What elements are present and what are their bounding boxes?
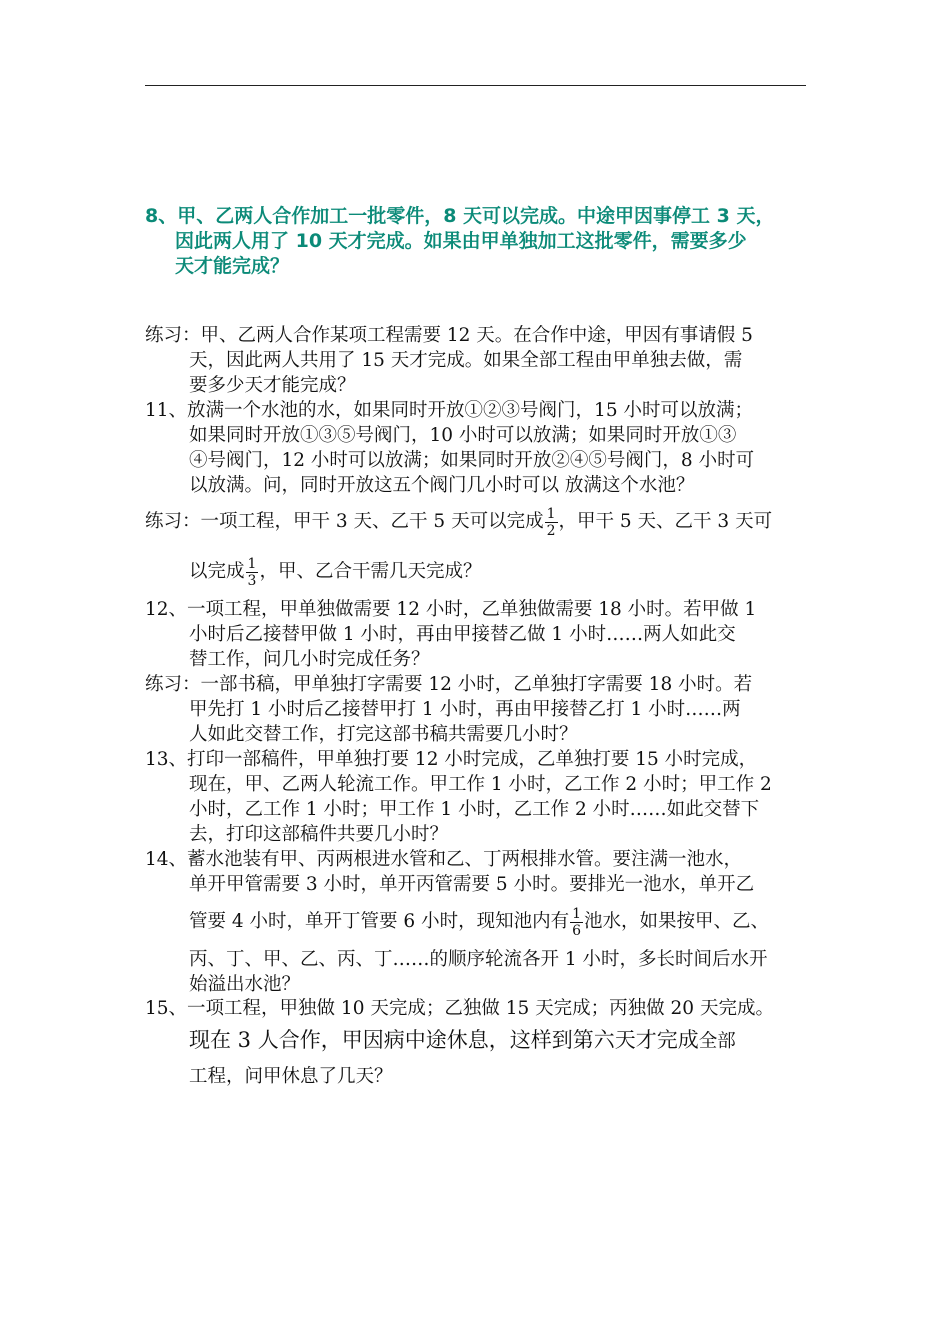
q14-text-3b: 池水，如果按甲、乙、 — [584, 911, 770, 932]
fraction-denominator: 3 — [247, 572, 257, 589]
p2-text-1b: ，甲干 5 天、乙干 3 天可 — [558, 511, 773, 532]
q15-text-2b: 全部 — [698, 1031, 736, 1052]
q11-line-3: ④号阀门，12 小时可以放满；如果同时开放②④⑤号阀门，8 小时可 — [189, 450, 755, 471]
q13-line-1: 13、打印一部稿件，甲单独打要 12 小时完成，乙单独打要 15 小时完成， — [145, 749, 758, 770]
p2-text-1a: 练习：一项工程，甲干 3 天、乙干 5 天可以完成 — [145, 511, 544, 532]
practice-3 — [145, 672, 815, 747]
q8-line-3: 天才能完成？ — [175, 255, 290, 277]
p2-line-2 — [145, 547, 815, 597]
question-14 — [145, 847, 815, 997]
p1-line-2: 天，因此两人共用了 15 天才完成。如果全部工程由甲单独去做，需 — [189, 350, 743, 371]
q8-line-2: 因此两人用了 10 天才完成。如果由甲单独加工这批零件，需要多少 — [175, 230, 747, 252]
fraction-one-sixth — [570, 906, 583, 939]
fraction-numerator: 1 — [546, 505, 556, 522]
question-15 — [145, 996, 815, 1095]
q12-line-3: 替工作，问几小时完成任务？ — [189, 649, 430, 670]
fraction-numerator: 1 — [247, 555, 257, 572]
q15-text-2a: 现在 3 人合作，甲因病中途休息，这样到第六天才完成 — [189, 1028, 699, 1052]
question-13 — [145, 747, 815, 847]
question-11 — [145, 398, 815, 498]
fraction-numerator: 1 — [572, 905, 581, 922]
fraction-one-half — [545, 506, 558, 539]
p3-line-1: 练习：一部书稿，甲单独打字需要 12 小时，乙单独打字需要 18 小时。若 — [145, 674, 753, 695]
fraction-denominator: 6 — [572, 922, 581, 939]
p2-text-2b: ，甲、乙合干需几天完成？ — [259, 561, 482, 582]
fraction-one-third — [246, 556, 259, 589]
fraction-denominator: 2 — [546, 522, 556, 539]
p1-line-1: 练习：甲、乙两人合作某项工程需要 12 天。在合作中途，甲因有事请假 5 — [145, 325, 753, 346]
q15-line-1: 15、一项工程，甲独做 10 天完成；乙独做 15 天完成；丙独做 20 天完成。 — [145, 998, 774, 1019]
p3-line-3: 人如此交替工作，打完这部书稿共需要几小时？ — [189, 724, 578, 745]
q14-text-3a: 管要 4 小时，单开丁管要 6 小时，现知池内有 — [189, 911, 570, 932]
practice-1 — [145, 323, 815, 398]
p2-line-1 — [145, 497, 815, 547]
q15-line-3: 工程，问甲休息了几天？ — [189, 1066, 393, 1087]
q14-line-3 — [145, 897, 815, 947]
practice-2 — [145, 497, 815, 597]
q11-line-1: 11、放满一个水池的水，如果同时开放①②③号阀门，15 小时可以放满； — [145, 400, 753, 421]
q13-line-3: 小时，乙工作 1 小时；甲工作 1 小时，乙工作 2 小时……如此交替下 — [189, 799, 760, 820]
q12-line-1: 12、一项工程，甲单独做需要 12 小时，乙单独做需要 18 小时。若甲做 1 — [145, 599, 757, 620]
q12-line-2: 小时后乙接替甲做 1 小时，再由甲接替乙做 1 小时……两人如此交 — [189, 624, 736, 645]
q11-line-2: 如果同时开放①③⑤号阀门，10 小时可以放满；如果同时开放①③ — [189, 425, 737, 446]
q14-line-4: 丙、丁、甲、乙、丙、丁……的顺序轮流各开 1 小时，多长时间后水开 — [189, 949, 768, 970]
q13-line-4: 去，打印这部稿件共要几小时？ — [189, 824, 449, 845]
header-rule — [145, 85, 806, 86]
q11-line-4: 以放满。问，同时开放这五个阀门几小时可以 放满这个水池？ — [189, 475, 695, 496]
q8-line-1: 8、甲、乙两人合作加工一批零件，8 天可以完成。中途甲因事停工 3 天， — [145, 205, 775, 227]
question-8 — [145, 200, 815, 275]
q13-line-2: 现在，甲、乙两人轮流工作。甲工作 1 小时，乙工作 2 小时；甲工作 2 — [189, 774, 772, 795]
q15-line-2 — [145, 1021, 815, 1059]
q14-line-1: 14、蓄水池装有甲、丙两根进水管和乙、丁两根排水管。要注满一池水， — [145, 849, 743, 870]
q14-line-2: 单开甲管需要 3 小时，单开丙管需要 5 小时。要排光一池水，单开乙 — [189, 874, 755, 895]
p1-line-3: 要多少天才能完成？ — [189, 375, 356, 396]
p2-text-2a: 以完成 — [189, 561, 245, 582]
p3-line-2: 甲先打 1 小时后乙接替甲打 1 小时，再由甲接替乙打 1 小时……两 — [189, 699, 741, 720]
q14-line-5: 始溢出水池？ — [189, 974, 301, 995]
question-12 — [145, 597, 815, 672]
